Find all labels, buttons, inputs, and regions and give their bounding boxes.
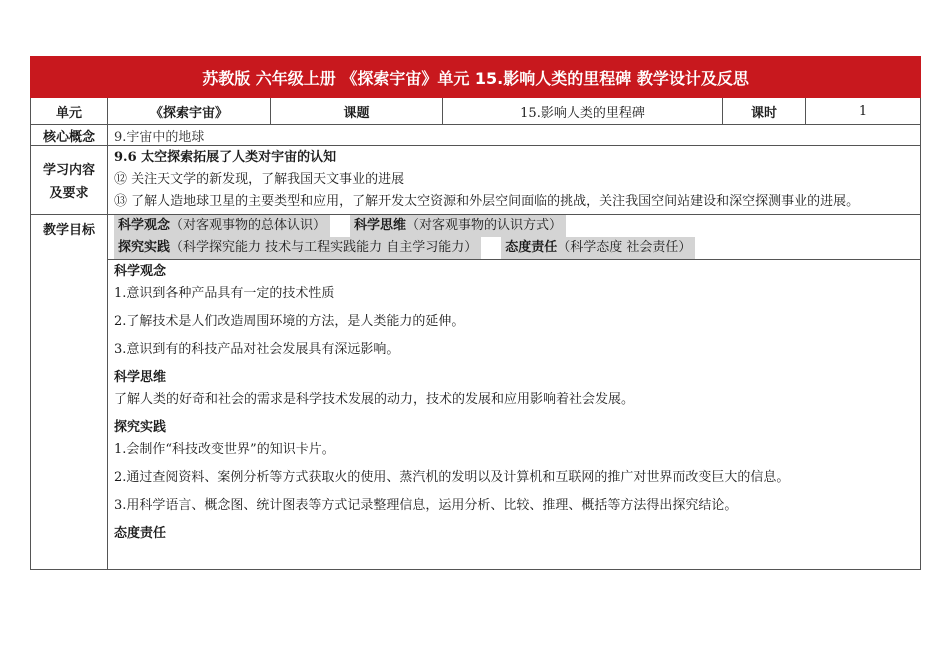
goals-section-title: 态度责任	[114, 526, 167, 541]
unit-label: 单元	[31, 98, 108, 125]
requirements-label-line2: 及要求	[49, 186, 89, 201]
goals-section-title: 探究实践	[114, 420, 167, 435]
goals-content	[108, 260, 921, 570]
core-concept-label: 核心概念	[31, 125, 108, 146]
hours-value: 1	[806, 98, 921, 125]
requirements-item: ⑬ 了解人造地球卫星的主要类型和应用，了解开发太空资源和外层空间面临的挑战，关注我国空间站建设和深空探测事业的进展。	[114, 194, 860, 209]
requirements-item: ⑫ 关注天文学的新发现，了解我国天文事业的进展	[114, 172, 405, 187]
goals-section-title: 科学思维	[114, 370, 167, 385]
goals-label: 教学目标	[31, 215, 108, 570]
legend-term: 科学思维	[354, 218, 407, 233]
legend-attitude-responsibility	[501, 237, 695, 259]
legend-term: 科学观念	[118, 218, 171, 233]
legend-science-thinking	[350, 215, 566, 237]
goals-item: 2.通过查阅资料、案例分析等方式获取火的使用、蒸汽机的发明以及计算机和互联网的推广对世界而改变巨大的信息。	[114, 470, 790, 485]
legend-science-concept	[114, 215, 330, 237]
goals-item: 1.会制作“科技改变世界”的知识卡片。	[114, 442, 335, 457]
goals-legend-row	[114, 237, 920, 259]
legend-desc: （科学探究能力 技术与工程实践能力 自主学习能力）	[170, 240, 478, 255]
legend-inquiry-practice	[114, 237, 481, 259]
goals-item: 1.意识到各种产品具有一定的技术性质	[114, 286, 335, 301]
requirements-content	[108, 146, 921, 215]
lesson-plan-document	[30, 56, 920, 570]
goals-legend-row	[114, 215, 920, 237]
core-concept-value: 9.宇宙中的地球	[108, 125, 921, 146]
legend-term: 探究实践	[118, 240, 171, 255]
requirements-label-line1: 学习内容	[42, 163, 95, 178]
document-title: 苏教版 六年级上册 《探索宇宙》单元 15.影响人类的里程碑 教学设计及反思	[31, 57, 921, 98]
lesson-label: 课题	[271, 98, 443, 125]
unit-value: 《探索宇宙》	[108, 98, 271, 125]
goals-item: 2.了解技术是人们改造周围环境的方法，是人类能力的延伸。	[114, 314, 465, 329]
goals-section-title: 科学观念	[114, 264, 167, 279]
goals-item: 3.用科学语言、概念图、统计图表等方式记录整理信息，运用分析、比较、推理、概括等方法得出探究结论。	[114, 498, 738, 513]
requirements-label	[31, 146, 108, 215]
goals-item: 3.意识到有的科技产品对社会发展具有深远影响。	[114, 342, 400, 357]
requirements-heading: 9.6 太空探索拓展了人类对宇宙的认知	[114, 150, 337, 165]
lesson-value: 15.影响人类的里程碑	[443, 98, 723, 125]
goals-item: 了解人类的好奇和社会的需求是科学技术发展的动力，技术的发展和应用影响着社会发展。	[114, 392, 635, 407]
legend-desc: （对客观事物的总体认识）	[170, 218, 327, 233]
goals-legend	[108, 215, 921, 260]
legend-term: 态度责任	[505, 240, 558, 255]
legend-desc: （对客观事物的认识方式）	[406, 218, 563, 233]
legend-desc: （科学态度 社会责任）	[557, 240, 692, 255]
hours-label: 课时	[723, 98, 806, 125]
lesson-plan-table	[30, 56, 921, 570]
